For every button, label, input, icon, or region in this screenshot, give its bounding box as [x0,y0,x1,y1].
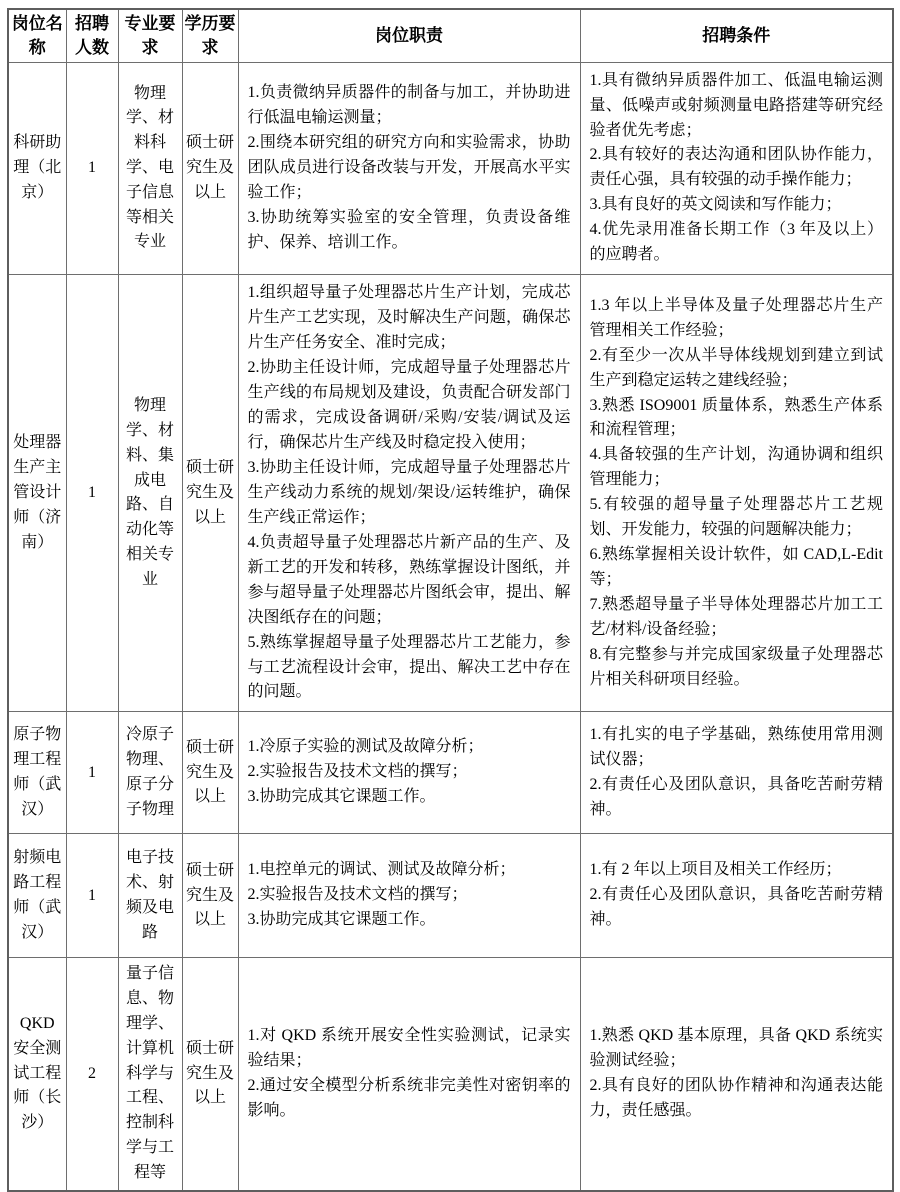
table-row [8,62,893,275]
list-item: 1.对 QKD 系统开展安全性实验测试，记录实验结果； [247,1027,571,1070]
table-row [8,712,893,834]
cell-conditions [580,958,893,1191]
cell-count: 1 [66,62,118,275]
list-item: 2.有至少一次从半导体线规划到建立到试生产到稳定运转之建线经验； [589,346,883,389]
list-item: 5.有较强的超导量子处理器芯片工艺规划、开发能力，较强的问题解决能力； [589,496,883,539]
cell-duties [238,958,580,1191]
list-item: 4.负责超导量子处理器芯片新产品的生产、及新工艺的开发和转移，熟练掌握设计图纸，并参与超导量子处理器芯片图纸会审，提出、解决图纸存在的问题； [247,533,571,626]
cell-duties [238,834,580,958]
cell-conditions [580,834,893,958]
list-item: 3.协助完成其它课题工作。 [247,788,436,806]
cell-count: 1 [66,275,118,712]
recruitment-table [7,8,894,1192]
list-item: 1.有扎实的电子学基础，熟练使用常用测试仪器； [589,726,883,768]
cell-education: 硕士研究生及以上 [182,712,238,834]
header-position: 岗位名称 [8,9,66,62]
cell-count: 1 [66,712,118,834]
list-item: 3.熟悉 ISO9001 质量体系，熟悉生产体系和流程管理； [589,396,883,439]
cell-duties [238,275,580,712]
cell-duties [238,712,580,834]
list-item: 4.优先录用准备长期工作（3 年及以上）的应聘者。 [589,221,883,264]
list-item: 3.协助完成其它课题工作。 [247,911,436,929]
cell-education: 硕士研究生及以上 [182,275,238,712]
list-item: 1.组织超导量子处理器芯片生产计划，完成芯片生产工艺实现，及时解决生产问题，确保芯片生产任务安全、准时完成； [247,284,571,352]
header-duties: 岗位职责 [238,9,580,62]
cell-major: 冷原子物理、原子分子物理 [118,712,182,834]
cell-education: 硕士研究生及以上 [182,834,238,958]
list-item: 2.实验报告及技术文档的撰写； [247,886,468,904]
cell-position: QKD 安全测试工程师（长沙） [8,958,66,1191]
cell-position: 科研助理（北京） [8,62,66,275]
list-item: 1.负责微纳异质器件的制备与加工，并协助进行低温电输运测量； [247,84,571,127]
cell-major: 物理学、材料科学、电子信息等相关专业 [118,62,182,275]
list-item: 2.协助主任设计师，完成超导量子处理器芯片生产线的布局规划及建设，负责配合研发部门的需求，完成设备调研/采购/安装/调试及运行，确保芯片生产线及时稳定投入使用； [247,359,571,451]
header-count: 招聘人数 [66,9,118,62]
cell-major: 电子技术、射频及电路 [118,834,182,958]
cell-education: 硕士研究生及以上 [182,958,238,1191]
list-item: 3.具有良好的英文阅读和写作能力； [589,196,842,214]
cell-conditions [580,275,893,712]
list-item: 1.3 年以上半导体及量子处理器芯片生产管理相关工作经验； [589,296,883,339]
cell-major: 量子信息、物理学、计算机科学与工程、控制科学与工程等 [118,958,182,1191]
cell-position: 原子物理工程师（武汉） [8,712,66,834]
cell-position: 处理器生产主管设计师（济南） [8,275,66,712]
list-item: 4.具备较强的生产计划，沟通协调和组织管理能力； [589,446,883,489]
list-item: 2.具有较好的表达沟通和团队协作能力，责任心强，具有较强的动手操作能力； [589,146,883,189]
list-item: 7.熟悉超导量子半导体处理器芯片加工工艺/材料/设备经验； [589,596,883,639]
list-item: 2.围绕本研究组的研究方向和实验需求，协助团队成员进行设备改装与开发，开展高水平实验工作； [247,133,571,201]
list-item: 2.有责任心及团队意识，具备吃苦耐劳精神。 [589,775,883,818]
table-row [8,958,893,1191]
cell-education: 硕士研究生及以上 [182,62,238,275]
list-item: 2.具有良好的团队协作精神和沟通表达能力，责任感强。 [589,1077,883,1119]
table-header-row [8,9,893,62]
list-item: 6.熟练掌握相关设计软件，如 CAD,L-Edit 等； [589,546,883,589]
table-row [8,275,893,712]
list-item: 1.有 2 年以上项目及相关工作经历； [589,861,842,879]
cell-conditions [580,712,893,834]
cell-count: 1 [66,834,118,958]
list-item: 3.协助统筹实验室的安全管理，负责设备维护、保养、培训工作。 [247,208,571,251]
list-item: 2.实验报告及技术文档的撰写； [247,763,468,781]
list-item: 8.有完整参与并完成国家级量子处理器芯片相关科研项目经验。 [589,646,883,688]
list-item: 5.熟练掌握超导量子处理器芯片工艺能力，参与工艺流程设计会审，提出、解决工艺中存在的问题。 [247,633,571,701]
cell-duties [238,62,580,275]
list-item: 2.通过安全模型分析系统非完美性对密钥率的影响。 [247,1077,571,1119]
list-item: 2.有责任心及团队意识，具备吃苦耐劳精神。 [589,886,883,929]
cell-position: 射频电路工程师（武汉） [8,834,66,958]
list-item: 1.电控单元的调试、测试及故障分析； [247,861,516,879]
list-item: 3.协助主任设计师，完成超导量子处理器芯片生产线动力系统的规划/架设/运转维护，确保生产线正常运作； [247,458,571,526]
cell-major: 物理学、材料、集成电路、自动化等相关专业 [118,275,182,712]
table-row [8,834,893,958]
list-item: 1.具有微纳异质器件加工、低温电输运测量、低噪声或射频测量电路搭建等研究经验者优先考虑； [589,71,883,139]
header-conditions: 招聘条件 [580,9,893,62]
header-major: 专业要求 [118,9,182,62]
cell-conditions [580,62,893,275]
list-item: 1.熟悉 QKD 基本原理，具备 QKD 系统实验测试经验； [589,1027,883,1070]
cell-count: 2 [66,958,118,1191]
list-item: 1.冷原子实验的测试及故障分析； [247,738,484,756]
header-education: 学历要求 [182,9,238,62]
